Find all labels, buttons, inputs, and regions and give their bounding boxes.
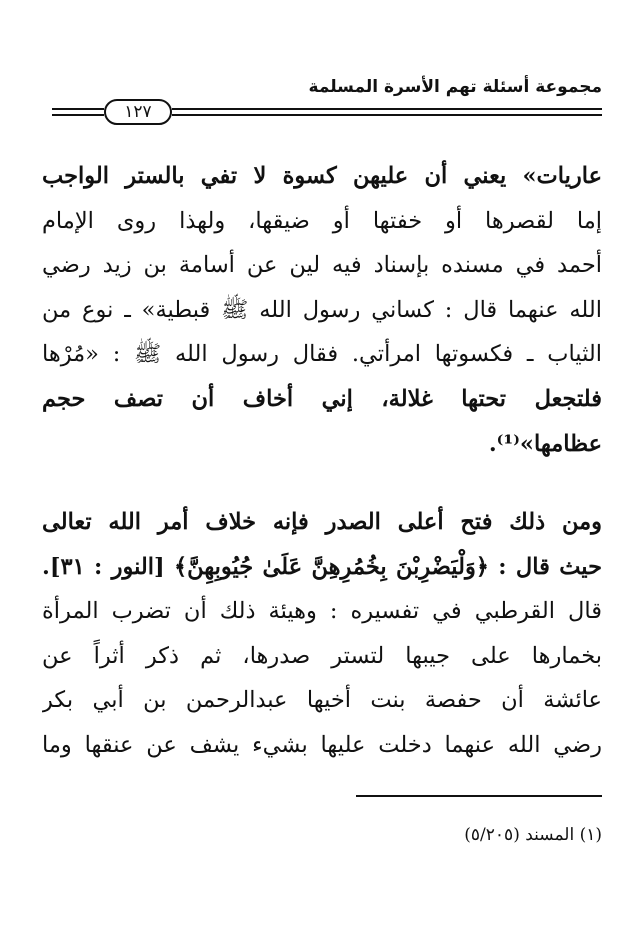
text-line: فلتجعل تحتها غلالة، إني أخاف أن تصف حجم xyxy=(42,385,602,412)
page-number-badge: ١٢٧ xyxy=(104,99,172,125)
text-line: قال القرطبي في تفسيره : وهيئة ذلك أن تضرب المرأة xyxy=(42,598,602,625)
text-line: بخمارها على جيبها لتستر صدرها، ثم ذكر أثراً عن xyxy=(42,642,602,669)
text-line: ومن ذلك فتح أعلى الصدر فإنه خلاف أمر الله تعالى xyxy=(42,509,602,535)
text-line: عاريات» يعني أن عليهن كسوة لا تفي بالستر الواجب xyxy=(42,163,602,189)
text-line: حيث قال : ﴿وَلْيَضْرِبْنَ بِخُمُرِهِنَّ عَلَىٰ جُيُوبِهِنَّ﴾ [النور : ٣١]. xyxy=(42,553,602,580)
header-double-rule-left xyxy=(52,108,104,116)
header-double-rule-right xyxy=(172,108,602,116)
text-line: عائشة أن حفصة بنت أخيها عبدالرحمن بن أبي بكر xyxy=(42,687,602,714)
text-line: أحمد في مسنده بإسناد فيه لين عن أسامة بن زيد رضي xyxy=(42,252,602,279)
running-header-title: مجموعة أسئلة تهم الأسرة المسلمة xyxy=(308,77,602,97)
paragraph-1 xyxy=(42,154,602,466)
text-line: الثياب ـ فكسوتها امرأتي. فقال رسول الله ﷺ : «مُرْها xyxy=(42,341,602,368)
footnote: (١) المسند (٥/٢٠٥) xyxy=(464,825,602,845)
text-line: الله عنهما قال : كساني رسول الله ﷺ قبطية» ـ نوع من xyxy=(42,296,602,323)
paragraph-2 xyxy=(42,500,602,768)
text-line: رضي الله عنهما دخلت عليها بشيء يشف عن عنقها وما xyxy=(42,731,602,758)
text-line: عظامها»⁽¹⁾. xyxy=(488,430,602,457)
footnote-separator xyxy=(356,795,602,797)
text-line: إما لقصرها أو خفتها أو ضيقها، ولهذا روى الإمام xyxy=(42,207,602,234)
